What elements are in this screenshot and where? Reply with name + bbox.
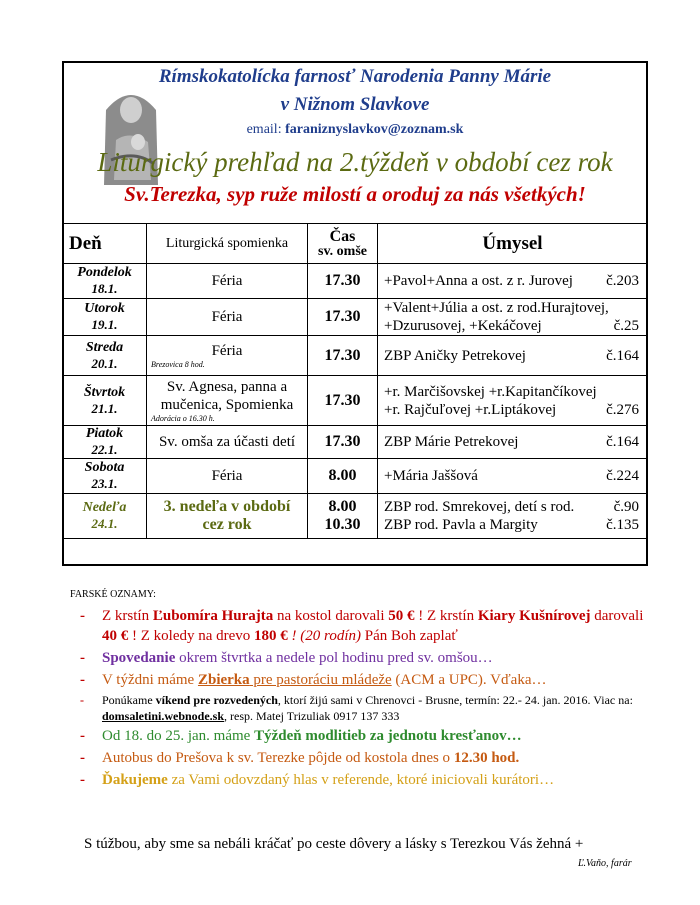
text-bold: Kiary Kušnírovej <box>477 608 591 624</box>
text-bold: Zbierka <box>197 672 250 688</box>
liturgy-text: Sv. omša za účasti detí <box>158 434 296 450</box>
day-date: 18.1. <box>91 281 118 296</box>
text: , resp. Matej Trizuliak 0917 137 333 <box>224 709 400 723</box>
email-address[interactable]: faraniznyslavkov@zoznam.sk <box>285 122 464 137</box>
intention-number: č.90 <box>613 499 639 515</box>
day-date: 21.1. <box>91 400 118 416</box>
text: Ponúkame <box>102 693 156 707</box>
intention-text: +Valent+Júlia a ost. z rod.Hurajtovej, <box>384 300 609 316</box>
intention-text: ZBP rod. Smrekovej, detí s rod. <box>384 499 575 515</box>
closing-blessing: S túžbou, aby sme sa nebáli kráčať po ceste dôvery a lásky s Terezkou Vás žehná + <box>84 836 584 852</box>
email-line <box>64 122 646 138</box>
text: darovali <box>590 608 644 624</box>
time-cell <box>308 494 378 539</box>
signature: Ľ.Vaňo, farár <box>578 858 632 869</box>
table-row <box>63 336 648 376</box>
table-header-row <box>63 224 648 264</box>
mass-time: 17.30 <box>324 433 361 450</box>
col-time-header <box>308 224 378 264</box>
text-bold: Spovedanie <box>102 650 176 666</box>
day-name: Nedeľa <box>82 500 127 515</box>
intention-text-2: ZBP rod. Pavla a Margity <box>384 517 538 533</box>
table-row <box>63 376 648 426</box>
intention-cell <box>378 376 648 426</box>
time-cell <box>308 459 378 494</box>
page-title: Liturgický prehľad na 2.týždeň v období cez rok <box>97 147 613 177</box>
liturgy-text: Féria <box>211 343 243 359</box>
day-date: 20.1. <box>91 355 118 371</box>
email-label: email: <box>246 122 282 137</box>
day-cell <box>63 376 147 426</box>
text: , ktorí žijú sami v Chrenovci - Brusne, termín: 22.- 24. jan. 2016. Viac na: <box>277 693 633 707</box>
liturgy-cell <box>147 336 308 376</box>
intention-cell <box>378 299 648 336</box>
time-cell <box>308 426 378 459</box>
intention-cell <box>378 336 648 376</box>
table-row <box>63 264 648 299</box>
text: Od 18. do 25. jan. máme <box>102 728 255 744</box>
text-bold: Ľubomíra Hurajta <box>152 608 274 624</box>
bullet-dash: - <box>80 650 85 666</box>
col-intention-header: Úmysel <box>378 224 648 264</box>
announcement-bus <box>80 748 660 768</box>
col-liturgy-header: Liturgická spomienka <box>147 224 308 264</box>
day-date: 19.1. <box>91 317 118 332</box>
day-date: 22.1. <box>91 442 118 457</box>
text-bold: 12.30 hod. <box>453 750 520 766</box>
bullet-dash: - <box>80 693 84 707</box>
text: za Vami odovzdaný hlas v referende, ktoré iniciovali kurátori… <box>167 772 555 788</box>
intention-number-2: č.276 <box>606 401 639 418</box>
mass-time: 8.00 <box>328 467 357 484</box>
text: pre pastoráciu mládeže <box>249 672 392 688</box>
liturgy-cell <box>147 494 308 539</box>
col-time-header-2: sv. omše <box>318 243 367 259</box>
intention-number: č.224 <box>606 468 639 484</box>
text: Pán Boh zaplať <box>360 628 458 644</box>
text-bold: 50 € <box>388 608 415 624</box>
day-cell <box>63 494 147 539</box>
text-bold: 180 € <box>254 628 288 644</box>
bullet-dash: - <box>80 772 85 788</box>
intention-text: +r. Marčišovskej +r.Kapitančíkovej <box>384 383 597 400</box>
mass-time: 8.00 <box>328 498 357 515</box>
liturgy-text: Féria <box>211 273 243 289</box>
text: V týždni máme <box>102 672 198 688</box>
time-cell <box>308 299 378 336</box>
intention-cell <box>378 494 648 539</box>
liturgy-cell <box>147 376 308 426</box>
bullet-dash: - <box>80 672 85 688</box>
text-bold: víkend pre rozvedených <box>155 693 278 707</box>
announcement-collection <box>80 670 660 690</box>
day-name: Pondelok <box>77 265 132 280</box>
day-name: Streda <box>85 339 124 355</box>
day-name: Utorok <box>84 301 125 316</box>
day-cell <box>63 264 147 299</box>
day-cell <box>63 336 147 376</box>
table-row <box>63 426 648 459</box>
mass-time: 17.30 <box>324 272 361 289</box>
web-link[interactable]: domsaletini.webnode.sk <box>102 709 225 723</box>
intention-cell <box>378 426 648 459</box>
announcement-weekend <box>80 692 660 724</box>
text-bold: Ďakujeme <box>102 772 168 788</box>
liturgy-cell <box>147 426 308 459</box>
parish-location: v Nižnom Slavkove <box>280 94 430 115</box>
intention-text: +Pavol+Anna a ost. z r. Jurovej <box>384 273 573 289</box>
announcement-prayer-week <box>80 726 660 746</box>
text: okrem štvrtka a nedele pol hodinu pred sv. omšou… <box>175 650 493 666</box>
text-italic: ! (20 rodín) <box>287 628 361 644</box>
day-cell <box>63 459 147 494</box>
text: Autobus do Prešova k sv. Terezke pôjde od kostola dnes o <box>102 750 454 766</box>
liturgy-text: 3. nedeľa v období <box>163 498 291 515</box>
liturgy-text: Féria <box>211 468 243 484</box>
table-row <box>63 494 648 539</box>
bullet-dash: - <box>80 608 85 624</box>
liturgy-cell <box>147 459 308 494</box>
text-bold: 40 € <box>102 628 129 644</box>
intention-cell <box>378 459 648 494</box>
table-row <box>63 459 648 494</box>
time-cell <box>308 264 378 299</box>
mass-time: 17.30 <box>324 308 361 325</box>
liturgy-text-2: cez rok <box>202 516 252 533</box>
day-cell <box>63 426 147 459</box>
announcement-donations <box>80 606 660 646</box>
col-day-header: Deň <box>63 224 147 264</box>
intention-text-2: +r. Rajčuľovej +r.Liptákovej <box>384 401 557 418</box>
intention-number-2: č.135 <box>606 517 639 533</box>
prayer-line: Sv.Terezka, syp ruže milostí a oroduj za nás všetkých! <box>124 182 586 206</box>
text: na kostol darovali <box>273 608 389 624</box>
day-name: Sobota <box>84 460 125 475</box>
mass-time: 17.30 <box>324 346 361 364</box>
text-bold: Týždeň modlitieb za jednotu kresťanov… <box>254 728 522 744</box>
text: Z krstín <box>102 608 153 624</box>
text: ! Z krstín <box>414 608 478 624</box>
intention-cell <box>378 264 648 299</box>
announcement-thanks <box>80 770 660 790</box>
intention-number: č.164 <box>606 434 639 450</box>
bullet-dash: - <box>80 750 85 766</box>
table-row <box>63 299 648 336</box>
announcements-list <box>80 606 660 792</box>
announcement-confession <box>80 648 660 668</box>
intention-number: č.203 <box>606 273 639 289</box>
bullet-dash: - <box>80 728 85 744</box>
liturgy-note: Adorácia o 16.30 h. <box>151 414 215 423</box>
text: (ACM a UPC). Vďaka… <box>391 672 547 688</box>
schedule-table <box>62 223 648 539</box>
intention-text: +Mária Jaššová <box>384 468 478 484</box>
liturgy-text: Féria <box>211 309 243 325</box>
day-date: 24.1. <box>91 516 118 531</box>
mass-time-2: 10.30 <box>324 516 361 533</box>
intention-text: ZBP Aničky Petrekovej <box>384 347 526 364</box>
day-cell <box>63 299 147 336</box>
liturgy-cell <box>147 299 308 336</box>
time-cell <box>308 376 378 426</box>
intention-number: č.164 <box>606 347 639 364</box>
announcements-heading: FARSKÉ OZNAMY: <box>70 589 156 600</box>
liturgy-note: Brezovica 8 hod. <box>151 360 205 369</box>
intention-number-2: č.25 <box>613 318 639 334</box>
day-name: Štvrtok <box>83 384 126 400</box>
day-name: Piatok <box>85 426 124 441</box>
parish-name: Rímskokatolícka farnosť Narodenia Panny Márie <box>158 66 552 87</box>
time-cell <box>308 336 378 376</box>
mass-time: 17.30 <box>324 391 361 409</box>
intention-text-2: +Dzurusovej, +Kekáčovej <box>384 318 542 334</box>
liturgy-text: Sv. Agnesa, panna a <box>166 379 288 395</box>
liturgy-cell <box>147 264 308 299</box>
col-time-header-1: Čas <box>329 227 356 245</box>
intention-text: ZBP Márie Petrekovej <box>384 434 519 450</box>
text: ! Z koledy na drevo <box>128 628 255 644</box>
liturgy-text-2: mučenica, Spomienka <box>160 397 294 413</box>
day-date: 23.1. <box>91 476 118 491</box>
